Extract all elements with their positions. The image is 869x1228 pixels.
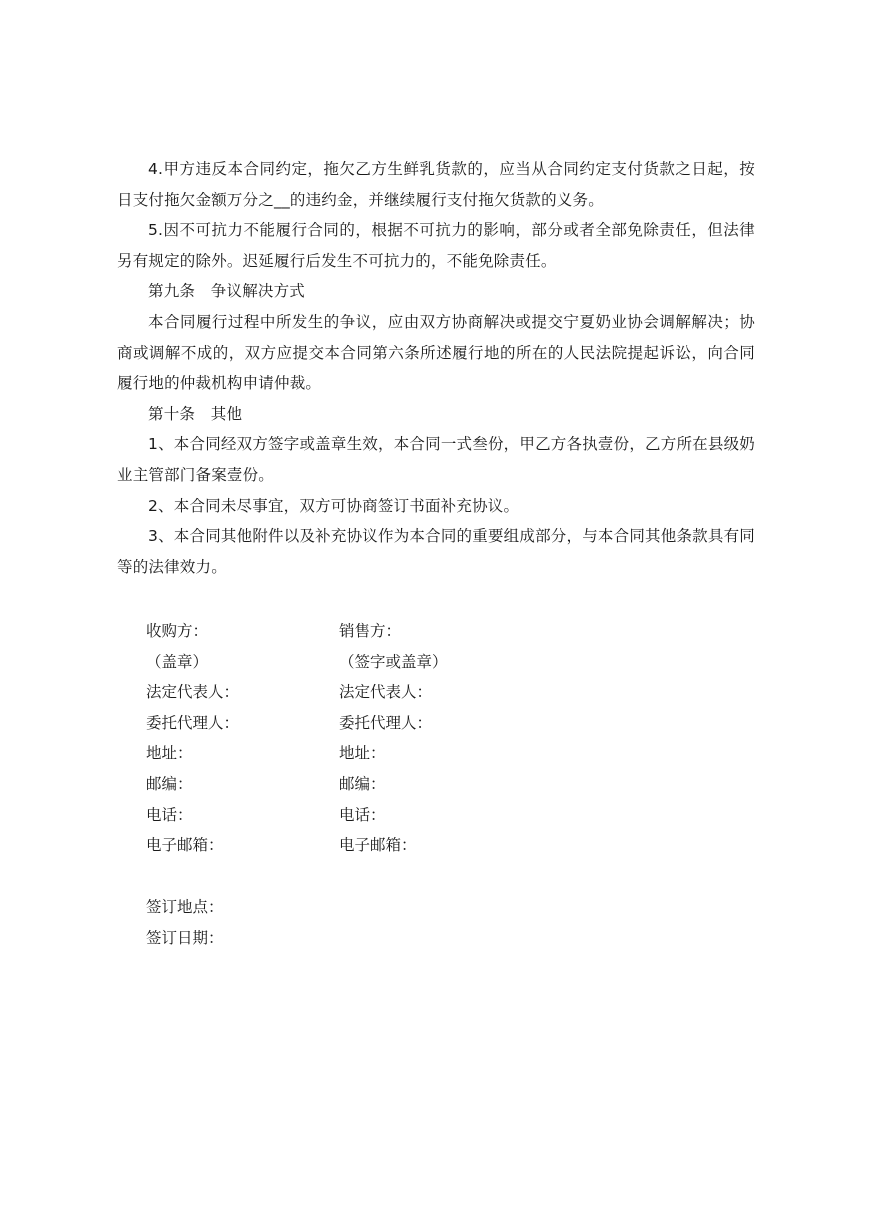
signature-row [146, 616, 646, 647]
seller-seal-label: （签字或盖章） [339, 652, 448, 671]
seller-phone-label: 电话： [339, 805, 386, 824]
seller-postcode-label: 邮编： [339, 774, 386, 793]
buyer-postcode-label: 邮编： [146, 774, 193, 793]
seller-agent-label: 委托代理人： [339, 713, 433, 732]
clause-paragraph: 2、本合同未尽事宜，双方可协商签订书面补充协议。 [148, 496, 520, 515]
signature-row [146, 800, 646, 831]
clause-paragraph: 3、本合同其他附件以及补充协议作为本合同的重要组成部分，与本合同其他条款具有同等的法律效力。 [117, 527, 755, 576]
seller-label: 销售方： [339, 622, 402, 640]
signature-row [146, 647, 646, 678]
buyer-seal-label: （盖章） [146, 652, 209, 671]
seller-legal-rep-label: 法定代表人： [339, 683, 433, 702]
signature-row [146, 738, 646, 769]
article-heading: 第十条 其他 [148, 404, 243, 423]
seller-address-label: 地址： [339, 744, 386, 763]
seller-email-label: 电子邮箱： [339, 836, 417, 855]
clause-paragraph: 5.因不可抗力不能履行合同的，根据不可抗力的影响，部分或者全部免除责任，但法律另有规定的除外。迟延履行后发生不可抗力的，不能免除责任。 [117, 221, 755, 270]
signature-row [146, 769, 646, 800]
signature-row [146, 677, 646, 708]
buyer-email-label: 电子邮箱： [146, 836, 224, 855]
signature-row [146, 830, 646, 861]
article-heading: 第九条 争议解决方式 [148, 282, 306, 301]
buyer-agent-label: 委托代理人： [146, 713, 240, 732]
signing-place-label: 签订地点： [146, 898, 224, 916]
buyer-label: 收购方： [146, 622, 209, 640]
signing-info [146, 892, 224, 953]
signing-date-label: 签订日期： [146, 928, 224, 947]
contract-body [117, 154, 755, 582]
clause-paragraph: 本合同履行过程中所发生的争议，应由双方协商解决或提交宁夏奶业协会调解解决；协商或调解不成的，双方应提交本合同第六条所述履行地的所在的人民法院提起诉讼，向合同履行地的仲裁机构申请仲裁。 [117, 312, 755, 393]
clause-paragraph: 1、本合同经双方签字或盖章生效，本合同一式叁份，甲乙方各执壹份，乙方所在县级奶业主管部门备案壹份。 [117, 435, 755, 484]
buyer-legal-rep-label: 法定代表人： [146, 683, 240, 702]
buyer-address-label: 地址： [146, 744, 193, 763]
signature-row [146, 708, 646, 739]
clause-paragraph: 4.甲方违反本合同约定，拖欠乙方生鲜乳货款的，应当从合同约定支付货款之日起，按日支付拖欠金额万分之__的违约金，并继续履行支付拖欠货款的义务。 [117, 160, 755, 209]
signature-block [146, 616, 646, 861]
buyer-phone-label: 电话： [146, 805, 193, 824]
